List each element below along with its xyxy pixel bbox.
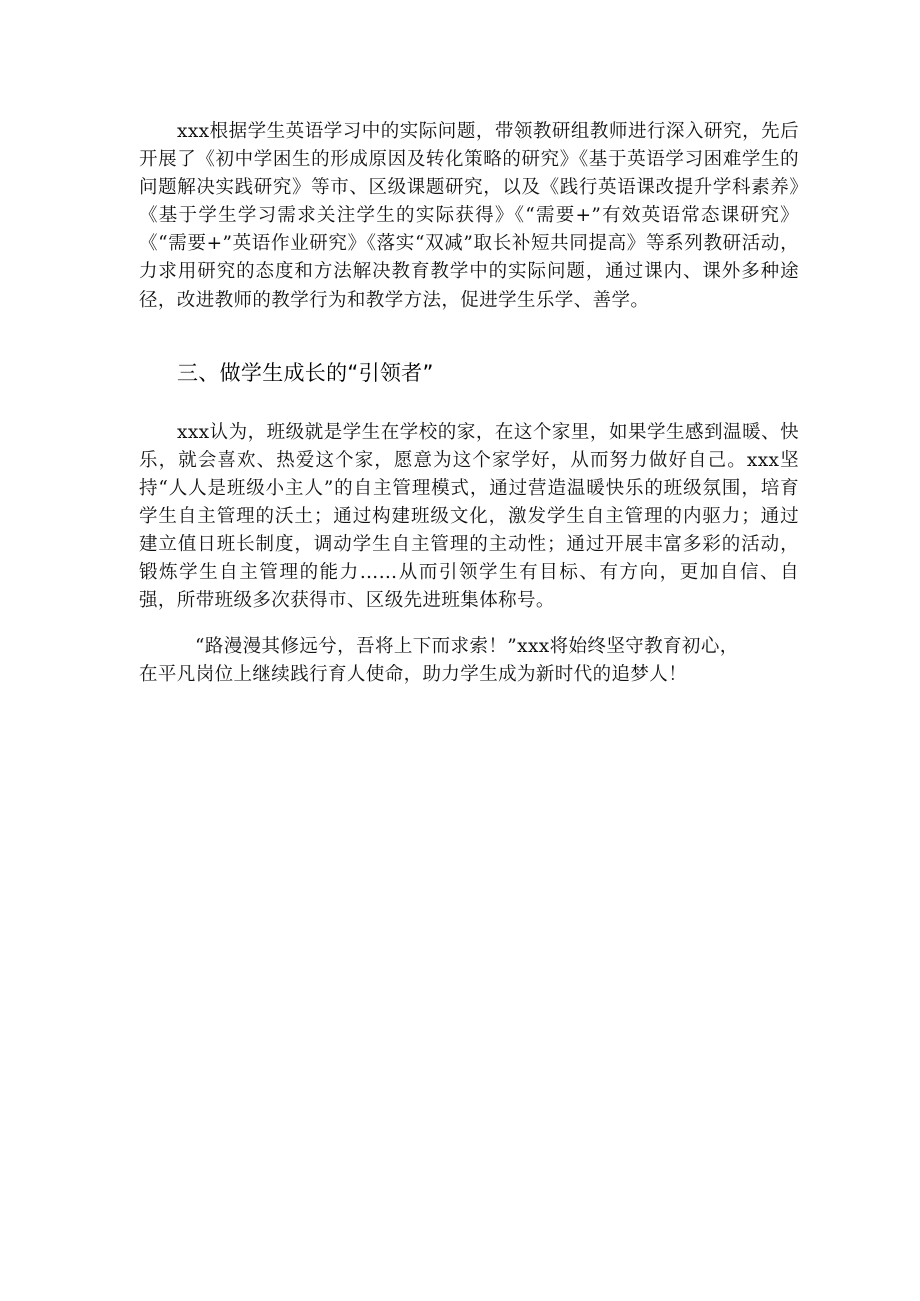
document-body [139, 118, 799, 690]
paragraph-class-management: xxx认为，班级就是学生在学校的家，在这个家里，如果学生感到温暖、快乐，就会喜欢、热爱这个家，愿意为这个家学好，从而努力做好自己。xxx坚持“人人是班级小主人”的自主管理模式，通过营造温暖快乐的班级氛围，培育学生自主管理的沃土；通过构建班级文化，激发学生自主管理的内驱力；通过建立值日班长制度，调动学生自主管理的主动性；通过开展丰富多彩的活动，锻炼学生自主管理的能力……从而引领学生有目标、有方向，更加自信、自强，所带班级多次获得市、区级先进班集体称号。 [139, 421, 799, 612]
paragraph-teaching-research: xxx根据学生英语学习中的实际问题，带领教研组教师进行深入研究，先后开展了《初中学困生的形成原因及转化策略的研究》《基于英语学习困难学生的问题解决实践研究》等市、区级课题研究，以及《践行英语课改提升学科素养》《基于学生学习需求关注学生的实际获得》《“需要+”有效英语常态课研究》《“需要+”英语作业研究》《落实“双减”取长补短共同提高》等系列教研活动，力求用研究的态度和方法解决教育教学中的实际问题，通过课内、课外多种途径，改进教师的教学行为和教学方法，促进学生乐学、善学。 [139, 121, 799, 311]
section-heading-leader: 三、做学生成长的“引领者” [177, 360, 434, 385]
paragraph-closing-quote: “路漫漫其修远兮，吾将上下而求索！”xxx将始终坚守教育初心，在平凡岗位上继续践行育人使命，助力学生成为新时代的追梦人！ [139, 636, 739, 686]
